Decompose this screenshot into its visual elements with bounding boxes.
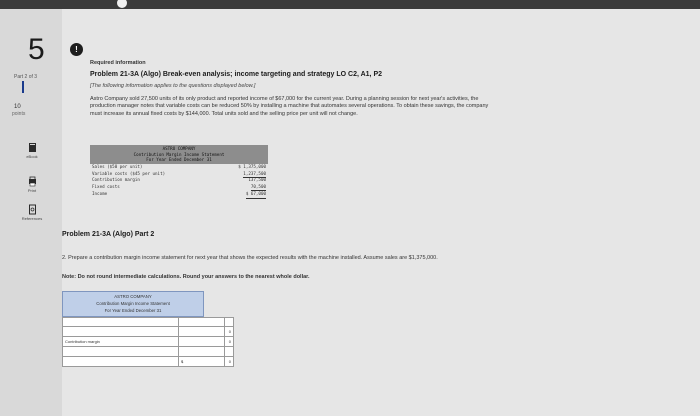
- answer-row: [62, 347, 234, 357]
- answer-amount-input[interactable]: [179, 357, 225, 366]
- references-icon: [28, 204, 37, 215]
- part2-instructions: 2. Prepare a contribution margin income statement for next year that shows the expected results with the machine installed. Assume sales are $1,375,000.: [62, 255, 438, 261]
- problem-description: Astro Company sold 27,500 units of its only product and reported income of $67,000 for the current year. During a planning session for next year's activities, the production manager notes that variable costs can be reduced 50% by installing a machine that automates several operations. To obtain these savings, the company must increase its annual fixed costs by $144,000. Total units sold and the selling price per unit will not change.: [90, 96, 489, 117]
- answer-amount-input[interactable]: [179, 347, 225, 356]
- answer-label-input[interactable]: [63, 357, 179, 366]
- print-icon: [28, 176, 37, 187]
- answer-row: [62, 337, 234, 347]
- answer-row: [62, 317, 234, 327]
- info-icon: !: [70, 43, 83, 56]
- answer-value: 0: [228, 329, 231, 335]
- part2-title: Problem 21-3A (Algo) Part 2: [62, 231, 155, 238]
- answer-value: [225, 318, 233, 326]
- given-row-value: 137,500: [248, 177, 266, 183]
- answer-amount-input[interactable]: [179, 327, 225, 336]
- answer-label-input[interactable]: [63, 327, 179, 336]
- given-row-sales: [90, 164, 268, 171]
- answer-amount-input[interactable]: [179, 337, 225, 346]
- answer-label-input[interactable]: [63, 347, 179, 356]
- applies-note: [The following information applies to the questions displayed below.]: [90, 83, 256, 89]
- print-label: Print: [27, 188, 37, 193]
- given-row-label: Variable costs ($45 per unit): [92, 170, 166, 176]
- answer-statement-header: [62, 291, 204, 317]
- answer-value: 0: [228, 339, 231, 345]
- given-statement-period: For Year Ended December 31: [146, 157, 212, 163]
- given-statement-company: ASTRO COMPANY: [162, 146, 196, 151]
- points-label: points: [12, 111, 26, 117]
- answer-row: [62, 327, 234, 337]
- given-statement-header: [90, 145, 268, 164]
- answer-value: [225, 347, 233, 356]
- given-statement-title: Contribution Margin Income Statement: [133, 151, 225, 157]
- given-row-value: 1,237,500: [243, 171, 266, 178]
- given-row-label: Contribution margin: [92, 177, 140, 183]
- given-income-statement: [90, 145, 268, 198]
- answer-income-statement: [62, 291, 234, 367]
- part-indicator: Part 2 of 3: [14, 74, 38, 80]
- ebook-icon: [28, 142, 37, 153]
- answer-statement-company: ASTRO COMPANY: [114, 294, 152, 299]
- given-row-value: $ 1,375,000: [238, 163, 266, 169]
- ebook-button[interactable]: [12, 142, 52, 159]
- given-row-contribution-margin: [90, 177, 268, 184]
- question-number: 5: [28, 33, 45, 66]
- print-button[interactable]: [12, 176, 52, 193]
- ebook-label: eBook: [26, 154, 38, 159]
- answer-value: 0: [228, 359, 231, 365]
- answer-label-input[interactable]: [63, 318, 179, 326]
- given-row-variable-costs: [90, 171, 268, 178]
- part-progress-bar: [22, 81, 32, 93]
- part2-note: [62, 274, 310, 280]
- given-row-fixed-costs: [90, 184, 268, 191]
- given-row-income: [90, 191, 268, 198]
- points-value: 10: [14, 104, 21, 110]
- answer-statement-period: For Year Ended December 31: [104, 307, 162, 313]
- problem-title: Problem 21-3A (Algo) Break-even analysis; income targeting and strategy LO C2, A1, P2: [90, 71, 383, 78]
- required-information-label: Required information: [90, 60, 146, 66]
- part2-note-text: Note: Do not round intermediate calculations. Round your answers to the nearest whole dollar.: [62, 274, 310, 280]
- references-label: References: [21, 216, 43, 221]
- sidebar: [0, 9, 62, 416]
- answer-dollar-sign: $: [181, 359, 184, 365]
- header-icon: [117, 0, 127, 8]
- answer-row: [62, 357, 234, 367]
- references-button[interactable]: [12, 204, 52, 221]
- given-row-value: $ 67,000: [246, 191, 266, 199]
- top-header-strip: [0, 0, 700, 9]
- answer-label-static: Contribution margin: [63, 337, 179, 346]
- given-row-label: Fixed costs: [92, 184, 120, 190]
- answer-statement-title: Contribution Margin Income Statement: [96, 300, 170, 306]
- answer-amount-input[interactable]: [179, 318, 225, 326]
- given-row-value: 70,500: [251, 184, 266, 191]
- given-row-label: Sales ($50 per unit): [92, 163, 143, 169]
- given-row-label: Income: [92, 190, 108, 196]
